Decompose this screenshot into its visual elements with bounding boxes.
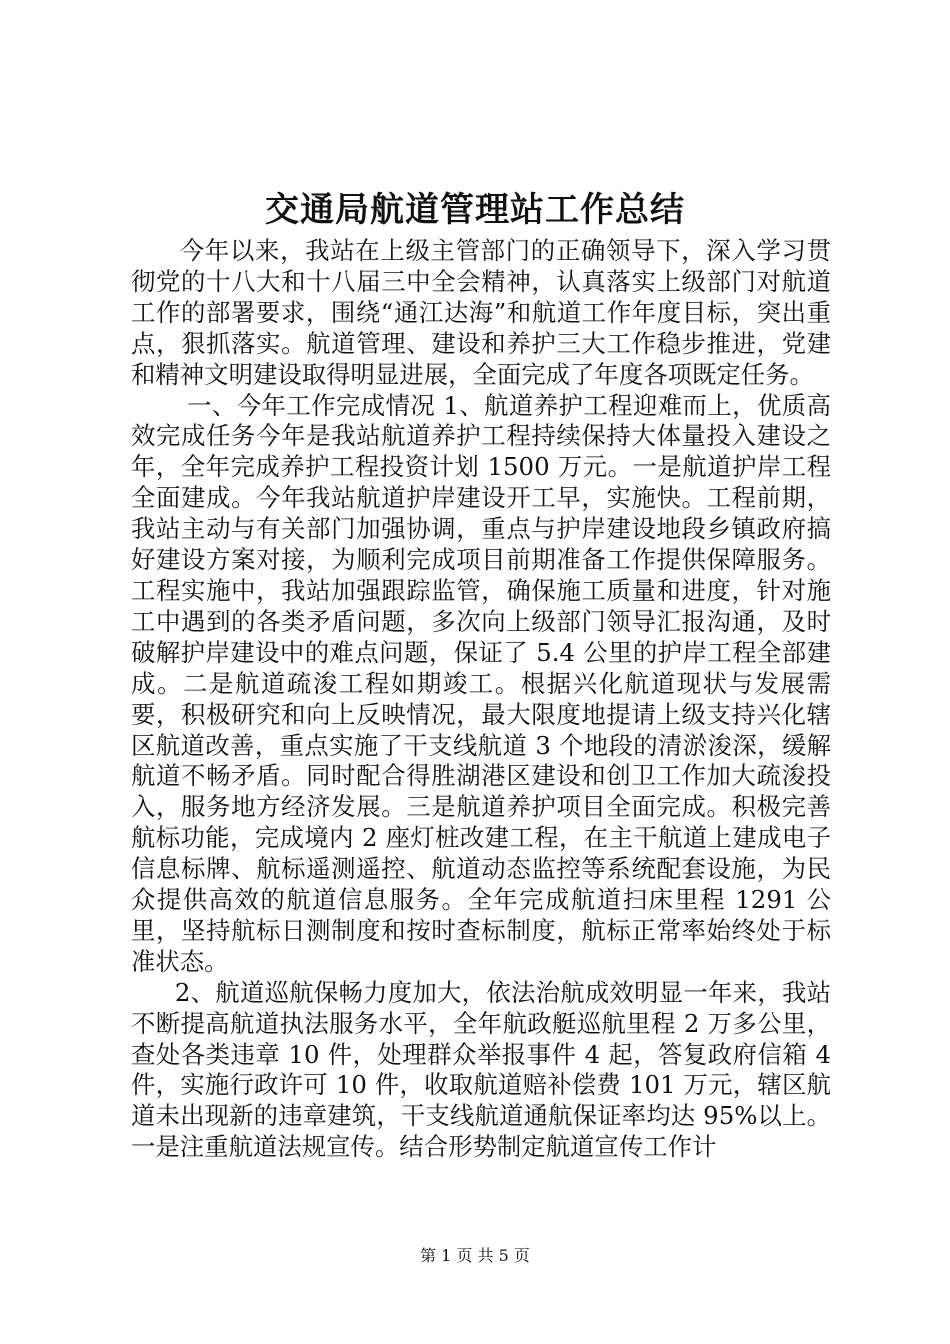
paragraph-section-1: 一、今年工作完成情况 1、航道养护工程迎难而上，优质高效完成任务今年是我站航道养护工程持续保持大体量投入建设之年，全年完成养护工程投资计划 1500 万元。一是航道护岸工程全面建成。今年我站航道护岸建设开工早，实施快。工程前期，我站主动与有关部门加强协调，重点与护岸建设地段乡镇政府搞好建设方案对接，为顺利完成项目前期准备工作提供保障服务。工程实施中，我站加强跟踪监管，确保施工质量和进度，针对施工中遇到的各类矛盾问题，多次向上级部门领导汇报沟通，及时破解护岸建设中的难点问题，保证了 5.4 公里的护岸工程全部建成。二是航道疏浚工程如期竣工。根据兴化航道现状与发展需要，积极研究和向上反映情况，最大限度地提请上级支持兴化辖区航道改善，重点实施了干支线航道 3 个地段的清淤浚深，缓解航道不畅矛盾。同时配合得胜湖港区建设和创卫工作加大疏浚投入，服务地方经济发展。三是航道养护项目全面完成。积极完善航标功能，完成境内 2 座灯桩改建工程，在主干航道上建成电子信息标牌、航标遥测遥控、航道动态监控等系统配套设施，为民众提供高效的航道信息服务。全年完成航道扫床里程 1291 公里，坚持航标日测制度和按时查标制度，航标正常率始终处于标准状态。 [131, 390, 831, 976]
document-body [131, 236, 831, 1163]
paragraph-section-2: 2、航道巡航保畅力度加大，依法治航成效明显一年来，我站不断提高航道执法服务水平，全年航政艇巡航里程 2 万多公里，查处各类违章 10 件，处理群众举报事件 4 起，答复政府信箱 4 件，实施行政许可 10 件，收取航道赔补偿费 101 万元，辖区航道未出现新的违章建筑，干支线航道通航保证率均达 95%以上。一是注重航道法规宣传。结合形势制定航道宣传工作计 [131, 977, 831, 1162]
page-footer: 第 1 页 共 5 页 [420, 1246, 530, 1265]
paragraph-intro: 今年以来，我站在上级主管部门的正确领导下，深入学习贯彻党的十八大和十八届三中全会精神，认真落实上级部门对航道工作的部署要求，围绕“通江达海”和航道工作年度目标，突出重点，狠抓落实。航道管理、建设和养护三大工作稳步推进，党建和精神文明建设取得明显进展，全面完成了年度各项既定任务。 [131, 236, 831, 389]
page-title: 交通局航道管理站工作总结 [265, 190, 685, 230]
